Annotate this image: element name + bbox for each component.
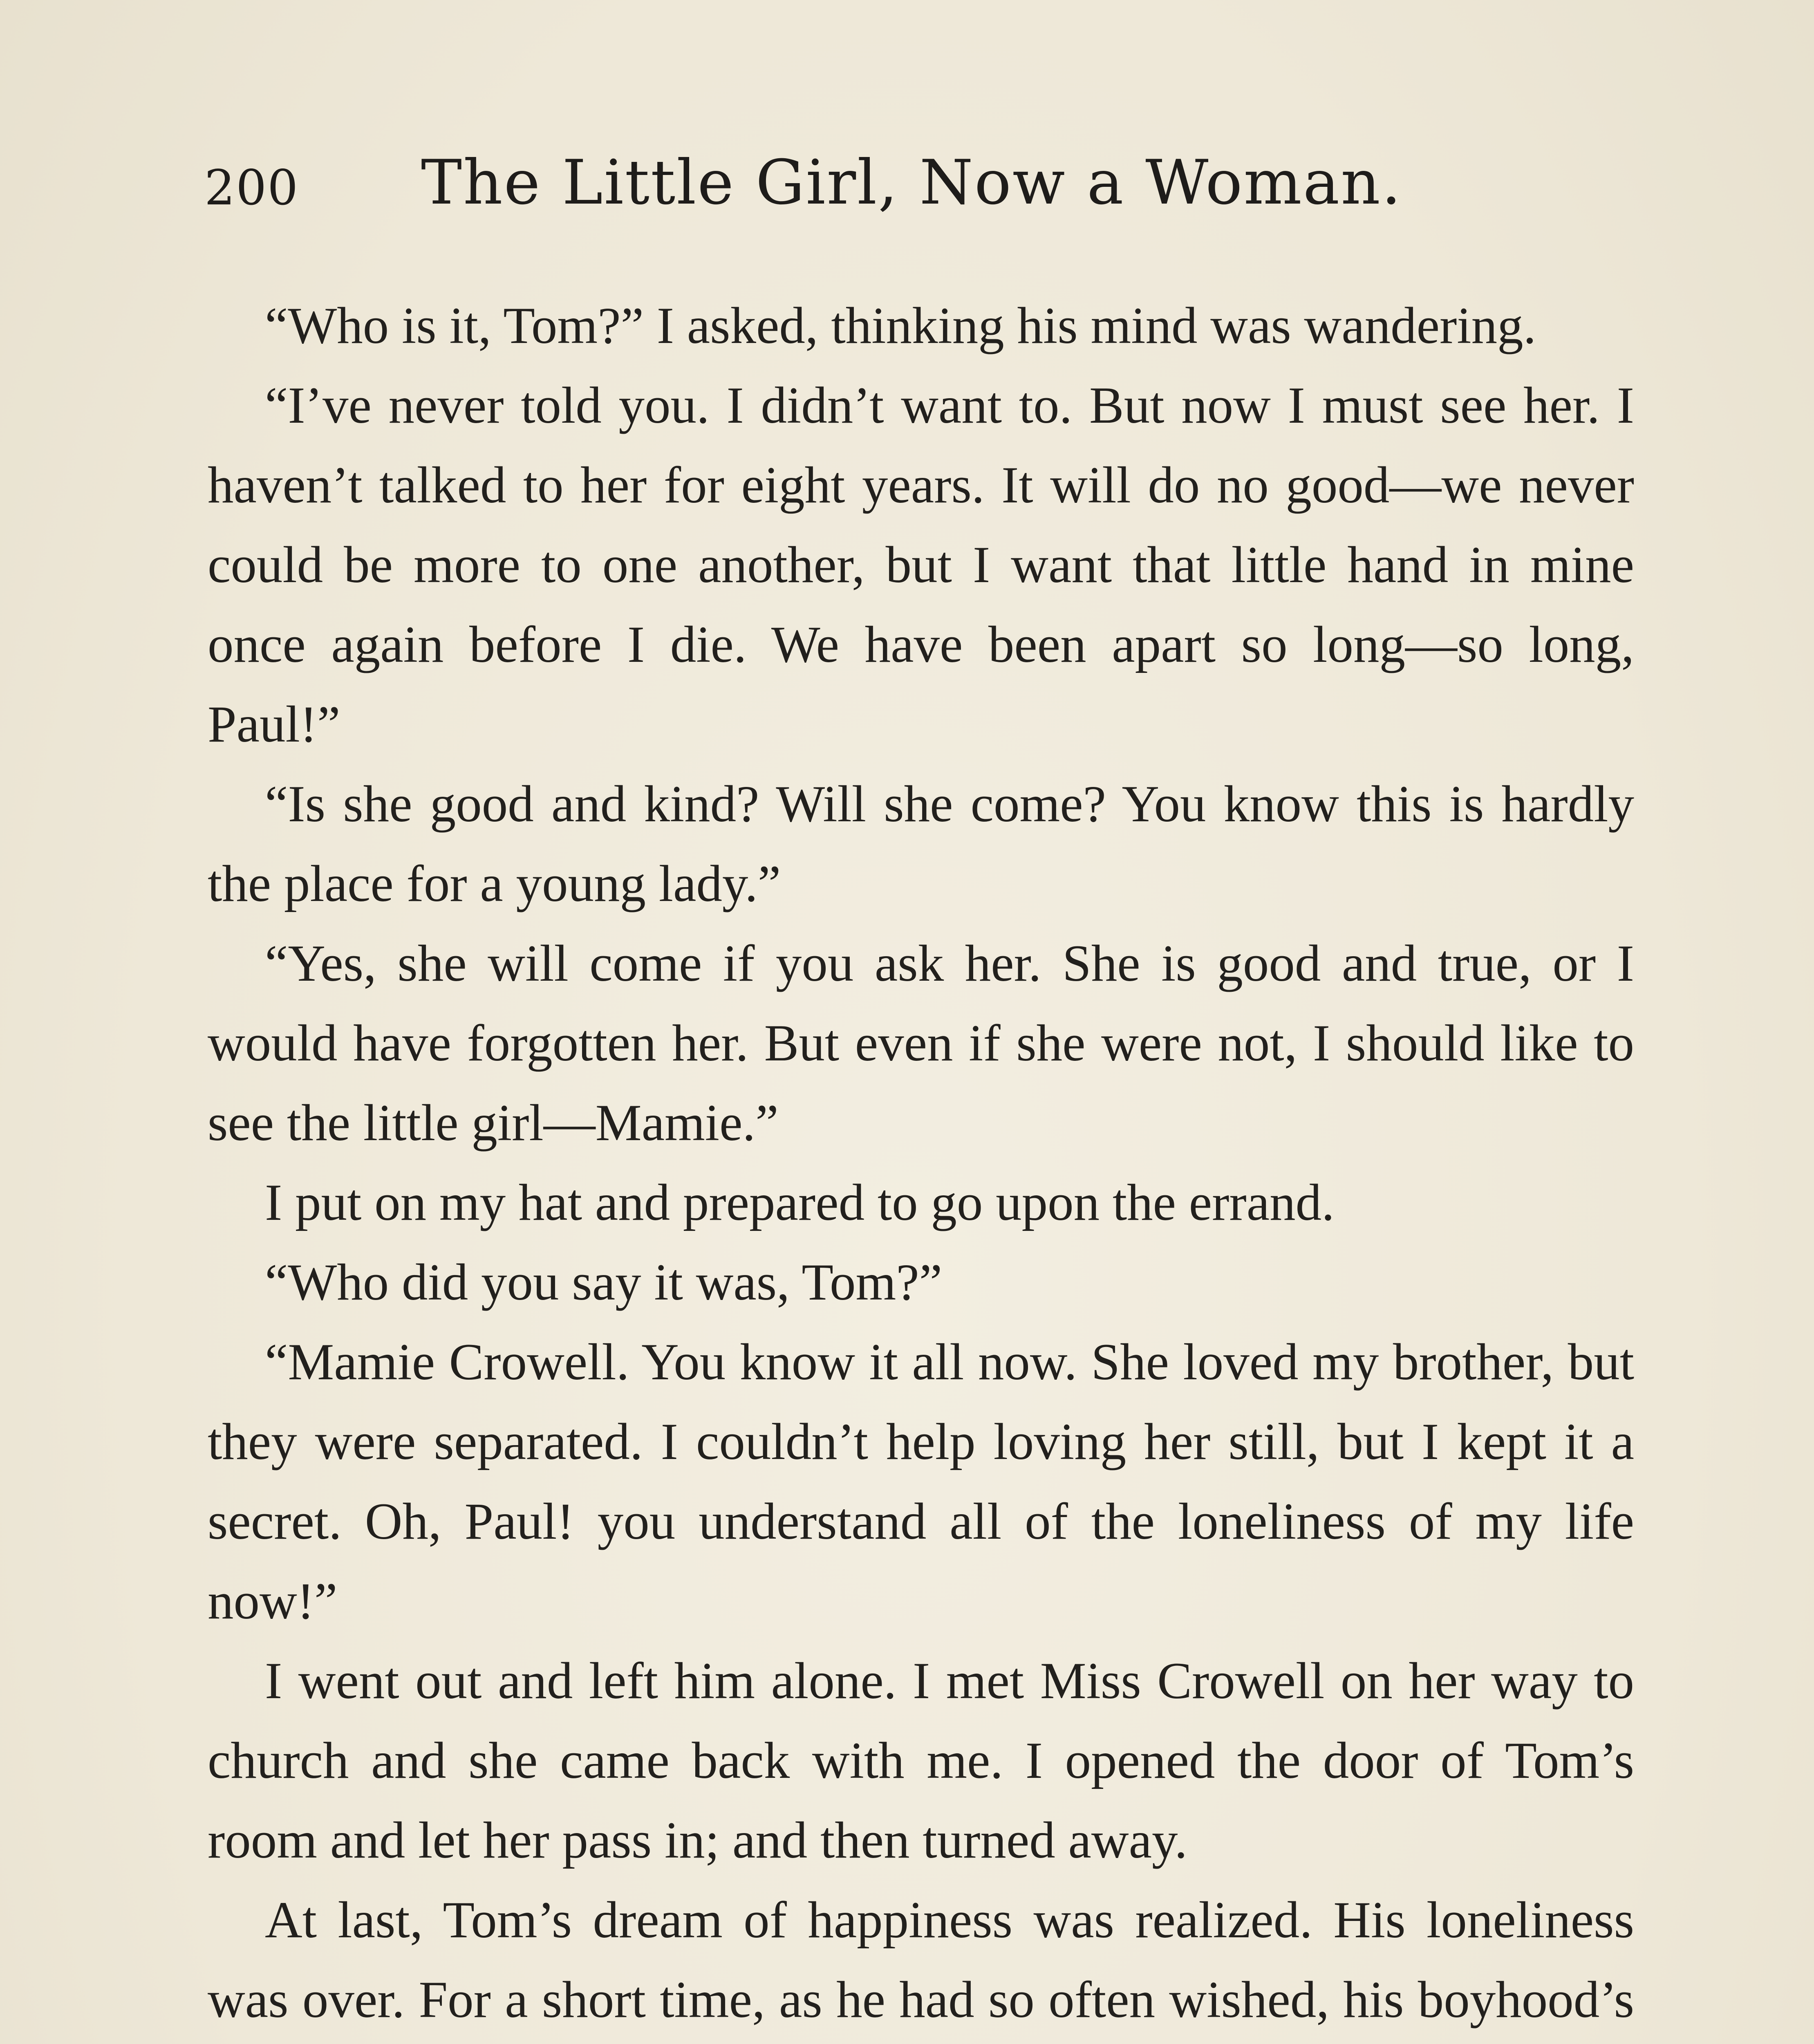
paragraph: At last, Tom’s dream of happiness was realized. His loneliness was over. For a short time, as he had so often wished, his boyhood’s	[208, 1892, 1634, 2028]
running-title: The Little Girl, Now a Woman.	[421, 147, 1402, 218]
body-text	[208, 286, 1634, 2044]
paragraph: “Who is it, Tom?” I asked, thinking his mind was wandering.	[265, 297, 1536, 354]
paragraph: “Is she good and kind? Will she come? You know this is hardly the place for a young lady.”	[208, 775, 1634, 912]
paragraph: I went out and left him alone. I met Miss Crowell on her way to church and she came back with me. I opened the door of Tom’s room and let her pass in; and then turned away.	[208, 1652, 1634, 1869]
paragraph: “Mamie Crowell. You know it all now. She loved my brother, but they were separated. I couldn’t help loving her still, but I kept it a secret. Oh, Paul! you understand all of the loneliness of my life now!”	[208, 1334, 1634, 1630]
paragraph: “Who did you say it was, Tom?”	[265, 1254, 943, 1311]
page-header	[204, 147, 1635, 229]
page-number: 200	[204, 159, 299, 216]
paragraph: “Yes, she will come if you ask her. She is good and true, or I would have forgotten her. But even if she were not, I should like to see the little girl—Mamie.”	[208, 935, 1634, 1152]
paragraph: “I’ve never told you. I didn’t want to. But now I must see her. I haven’t talked to her for eight years. It will do no good—we never could be more to one another, but I want that little hand in mine once again before I die. We have been apart so long—so long, Paul!”	[208, 377, 1634, 753]
paragraph: I put on my hat and prepared to go upon the errand.	[265, 1174, 1335, 1231]
